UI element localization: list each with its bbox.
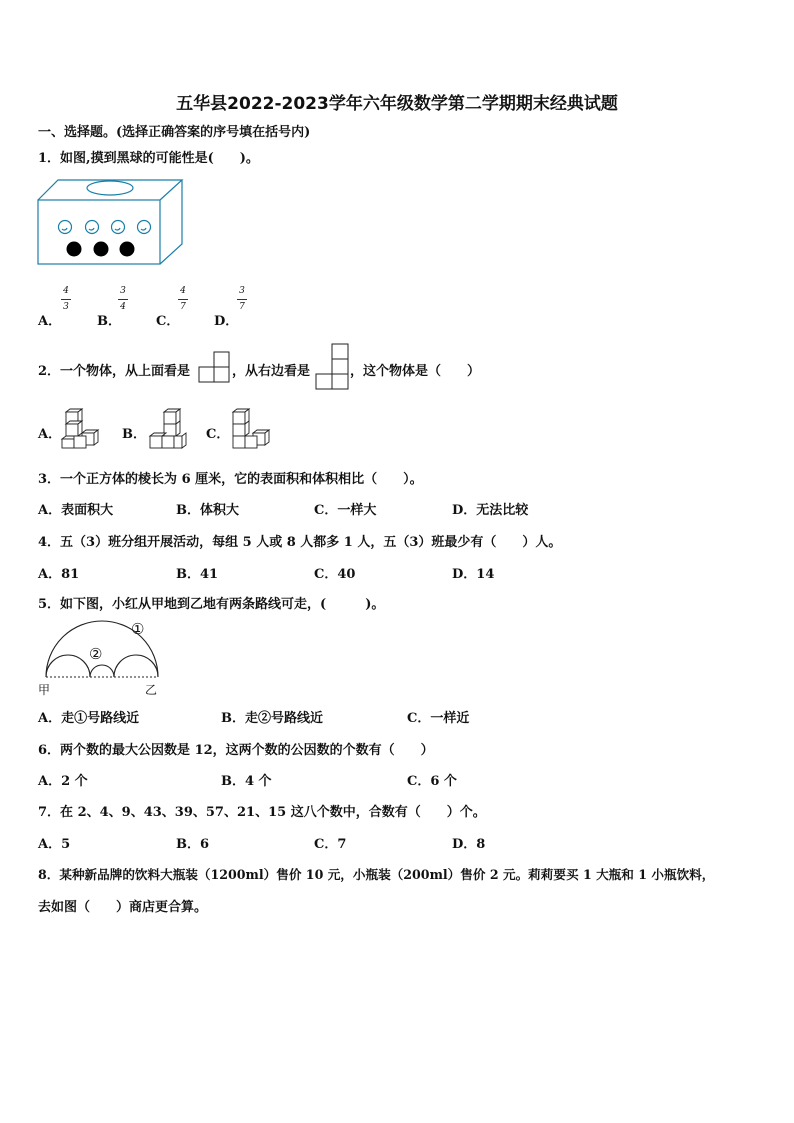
q4-option-d[interactable]: D．14 (452, 567, 495, 582)
q6-option-b[interactable]: B．4 个 (221, 774, 272, 789)
q1-option-b-fraction: 3 4 (118, 286, 128, 313)
q2-option-b-cubes (146, 408, 186, 448)
question-8-line-2: 去如图（ ）商店更合算。 (38, 900, 208, 915)
section-heading: 一、选择题。(选择正确答案的序号填在括号内) (38, 125, 311, 140)
question-2-text-b: ，从右边看是 (232, 364, 311, 379)
q4-option-a[interactable]: A．81 (38, 567, 80, 582)
route-1-label: ① (131, 620, 145, 638)
q2-option-c[interactable]: C． (206, 427, 230, 442)
q3-option-b[interactable]: B．体积大 (176, 503, 239, 518)
q1-option-a[interactable]: A． (38, 314, 62, 329)
q1-option-c-fraction: 4 7 (178, 286, 188, 313)
q2-option-b[interactable]: B． (122, 427, 146, 442)
q7-option-b[interactable]: B．6 (176, 837, 210, 852)
question-6-text: 6．两个数的最大公因数是 12，这两个数的公因数的个数有（ ） (38, 743, 434, 758)
top-view-figure (199, 351, 231, 383)
q7-option-d[interactable]: D．8 (452, 837, 486, 852)
q7-option-a[interactable]: A．5 (38, 837, 71, 852)
q7-option-c[interactable]: C．7 (314, 837, 347, 852)
question-2-text-a: 2．一个物体，从上面看是 (38, 364, 191, 379)
q4-option-b[interactable]: B．41 (176, 567, 219, 582)
q1-option-d[interactable]: D． (214, 314, 239, 329)
q1-option-b[interactable]: B． (97, 314, 121, 329)
q2-option-a-cubes (58, 408, 98, 448)
q1-option-d-fraction: 3 7 (237, 286, 247, 313)
question-5-text: 5．如下图，小红从甲地到乙地有两条路线可走，( )。 (38, 597, 385, 612)
q3-option-c[interactable]: C．一样大 (314, 503, 377, 518)
page-title: 五华县2022-2023学年六年级数学第二学期期末经典试题 (176, 94, 618, 114)
question-7-text: 7．在 2、4、9、43、39、57、21、15 这八个数中，合数有（ ）个。 (38, 805, 486, 820)
end-label: 乙 (145, 683, 158, 697)
q6-option-c[interactable]: C．6 个 (407, 774, 457, 789)
q2-option-c-cubes (229, 408, 269, 448)
question-1-text: 1．如图,摸到黑球的可能性是( )。 (38, 151, 259, 166)
q2-option-a[interactable]: A． (38, 427, 62, 442)
question-3-text: 3．一个正方体的棱长为 6 厘米，它的表面积和体积相比（ ）。 (38, 472, 423, 487)
ball-box-figure (36, 176, 186, 268)
q6-option-a[interactable]: A．2 个 (38, 774, 88, 789)
question-4-text: 4．五（3）班分组开展活动，每组 5 人或 8 人都多 1 人，五（3）班最少有（ ）人。 (38, 535, 562, 550)
q3-option-d[interactable]: D．无法比较 (452, 503, 529, 518)
q3-option-a[interactable]: A．表面积大 (38, 503, 114, 518)
route-2-label: ② (89, 645, 103, 663)
q5-option-c[interactable]: C．一样近 (407, 711, 470, 726)
q1-option-a-fraction: 4 3 (61, 286, 71, 313)
q1-option-c[interactable]: C． (156, 314, 180, 329)
start-label: 甲 (38, 683, 51, 697)
q5-option-a[interactable]: A．走①号路线近 (38, 711, 140, 726)
q5-option-b[interactable]: B．走②号路线近 (221, 711, 323, 726)
q4-option-c[interactable]: C．40 (314, 567, 356, 582)
question-2-text-c: ，这个物体是（ ） (350, 364, 481, 379)
right-view-figure (316, 343, 350, 391)
question-8-line-1: 8．某种新品牌的饮料大瓶装（1200ml）售价 10 元，小瓶装（200ml）售价 2 元。莉莉要买 1 大瓶和 1 小瓶饮料， (38, 867, 715, 882)
